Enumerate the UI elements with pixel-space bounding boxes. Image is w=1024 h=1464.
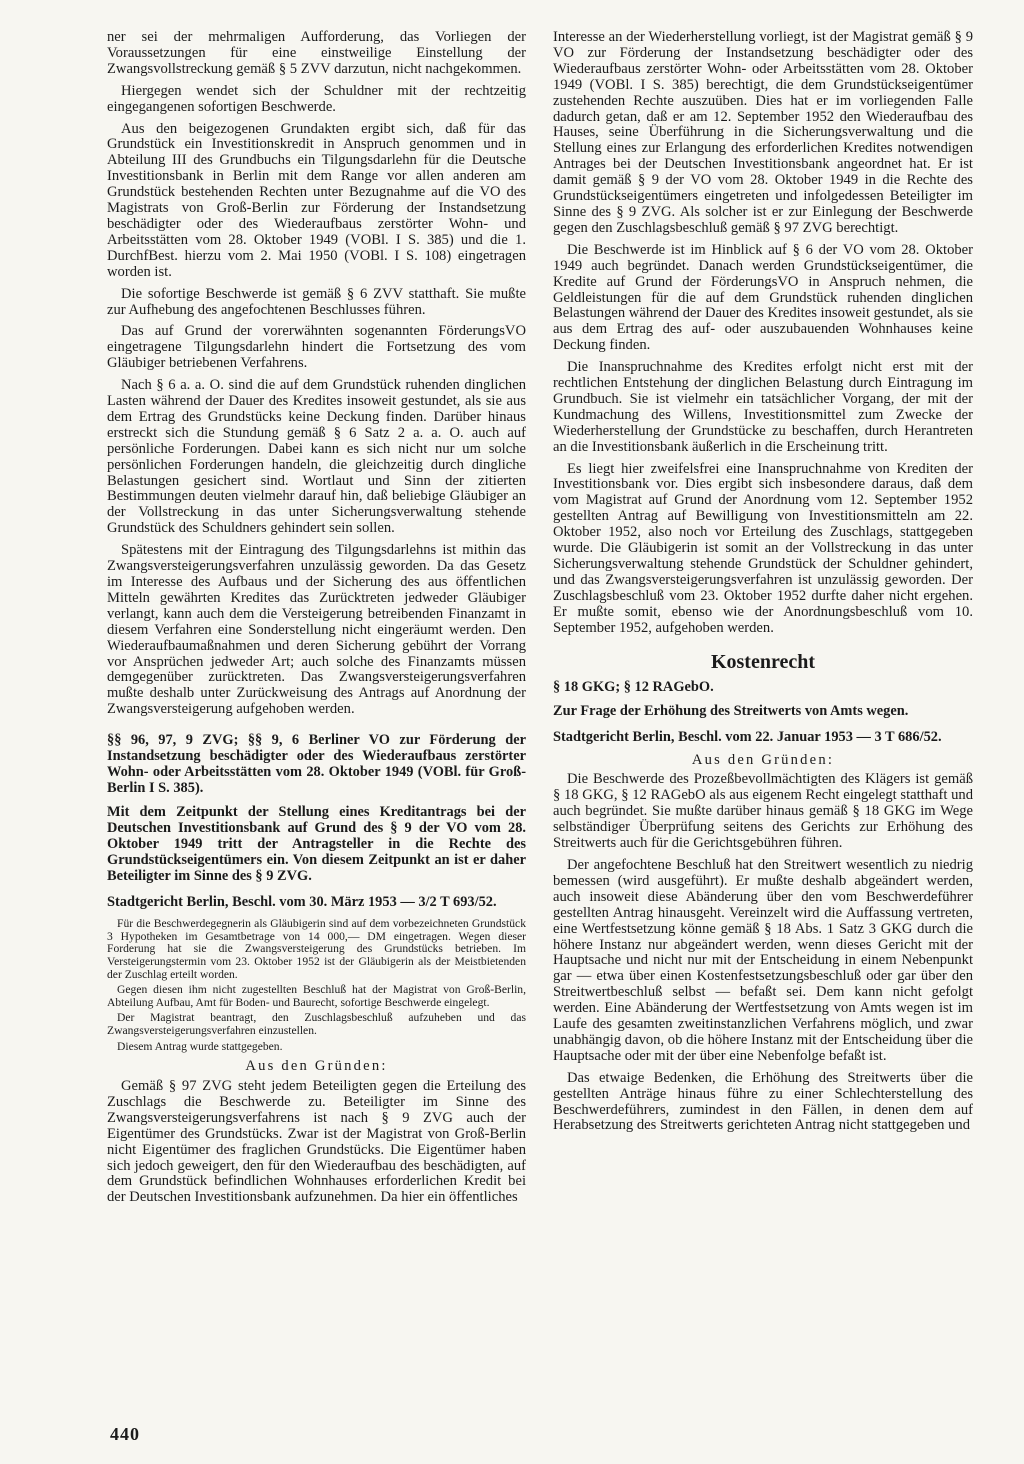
case-facts — [107, 918, 526, 1053]
paragraph: Nach § 6 a. a. O. sind die auf dem Grundstück ruhenden dinglichen Lasten während der Dauer des Kredites insoweit gestundet, als sie aus dem Ertrag des Grundstücks keine Deckung finden. Darüber hinaus erstreckt sich die Stundung gemäß § 6 Satz 2 a. a. O. auch auf persönliche Forderungen. Dabei kann es sich nicht nur um solche persönlichen Forderungen handeln, die gleichzeitig durch dingliche Belastungen gesichert sind. Wortlaut und Sinn der zitierten Bestimmungen deuten vielmehr darauf hin, daß beliebige Gläubiger an der Vollstreckung in das unter Sicherungsverwaltung stehende Grundstück des Schuldners gehindert sein sollen. — [107, 377, 526, 537]
right-column — [553, 30, 973, 1140]
paragraph: Die sofortige Beschwerde ist gemäß § 6 ZVV statthaft. Sie mußte zur Aufhebung des angefochtenen Beschlusses führen. — [107, 285, 526, 318]
headnote: Zur Frage der Erhöhung des Streitwerts von Amts wegen. — [553, 702, 909, 719]
paragraph: Spätestens mit der Eintragung des Tilgungsdarlehns ist mithin das Zwangsversteigerungsverfahren unzulässig geworden. Da das Gesetz im Interesse des Aufbaus und der Sicherung des aus öffentlichen Mitteln gewährten Kredites das Zurücktreten jedweder Gläubiger verlangt, kann auch dem die Versteigerung betreibenden Finanzamt in diesem Verfahren eine Sonderstellung nicht eingeräumt werden. Den Wiederaufbaumaßnahmen und deren Sicherung gebührt der Vorrang vor Ansprüchen jedweder Art; auch solche des Finanzamts müssen demgegenüber zurücktreten. Das Zwangsversteigerungsverfahren mußte deshalb unter Zurückweisung des Antrags auf Anordnung der Zwangsversteigerung aufgehoben werden. — [107, 542, 526, 718]
paragraph: ner sei der mehrmaligen Aufforderung, das Vorliegen der Voraussetzungen für eine einstweilige Einstellung der Zwangsvollstreckung gemäß § 5 ZVV darzutun, nicht nachgekommen. — [107, 29, 526, 77]
paragraph: Das etwaige Bedenken, die Erhöhung des Streitwerts über die gestellten Anträge hinaus führe zu einer Schlechterstellung des Beschwerdeführers, zumindest in den Fällen, in denen dem auf Herabsetzung des Streitwerts gerichteten Antrag nicht stattgegeben und — [553, 1069, 973, 1134]
paragraph: Das auf Grund der vorerwähnten sogenannten FörderungsVO eingetragene Tilgungsdarlehn hindert die Fortsetzung des vom Gläubiger betriebenen Verfahrens. — [107, 323, 526, 372]
paragraph: Gemäß § 97 ZVG steht jedem Beteiligten gegen die Erteilung des Zuschlags die Beschwerde zu. Beteiligter im Sinne des Zwangsversteigerungsverfahrens ist nach § 9 ZVG auch der Eigentümer des Grundstücks. Zwar ist der Magistrat von Groß-Berlin nicht Eigentümer des fraglichen Grundstücks. Die Eigentümer haben sich jedoch geweigert, den für den Wiederaufbau des beschädigten, auf dem Grundstück befindlichen Wohnhauses erforderlichen Kredit bei der Deutschen Investitionsbank aufzunehmen. Da hier ein öffentliches — [107, 1078, 526, 1206]
paragraph: Die Inanspruchnahme des Kredites erfolgt nicht erst mit der rechtlichen Entstehung der dinglichen Belastung durch Eintragung im Grundbuch. Sie ist vielmehr ein tatsächlicher Vorgang, der mit der Kundmachung des Willens, Investitionsmittel zum Zwecke der Wiederherstellung der Grundstücke zu beschaffen, durch Herantreten an die Investitionsbank äußerlich in die Erscheinung tritt. — [553, 359, 973, 455]
paragraph: Es liegt hier zweifelsfrei eine Inanspruchnahme von Krediten der Investitionsbank vor. Dies ergibt sich insbesondere daraus, daß dem vom Magistrat auf Grund der Anordnung vom 12. September 1952 gestellten Antrag auf Bewilligung von Investitionsmitteln am 22. Oktober 1952, also noch vor Erteilung des Zuschlags, stattgegeben wurde. Die Gläubigerin ist somit an der Vollstreckung in das unter Sicherungsverwaltung stehende Grundstück der Schuldner gehindert, und das Zwangsversteigerungsverfahren ist unzulässig geworden. Der Zuschlagsbeschluß vom 23. Oktober 1952 durfte daher nicht ergehen. Er mußte somit, ebenso wie der Anordnungsbeschluß vom 10. September 1952, aufgehoben werden. — [553, 460, 973, 636]
legal-reference: § 18 GKG; § 12 RAGebO. — [553, 678, 714, 695]
page-number: 440 — [110, 1424, 140, 1444]
headnote: Mit dem Zeitpunkt der Stellung eines Kreditantrags bei der Deutschen Investitionsbank auf Grund des § 9 der VO vom 28. Oktober 1949 tritt der Antragsteller in die Rechte des Grundstückseigentümers ein. Von diesem Zeitpunkt an ist er daher Beteiligter im Sinne des § 9 ZVG. — [107, 804, 526, 885]
paragraph: Interesse an der Wiederherstellung vorliegt, ist der Magistrat gemäß § 9 VO zur Förderung der Instandsetzung beschädigter oder des Wiederaufbaus zerstörter Wohn- oder Arbeitsstätten vom 28. Oktober 1949 (VOBl. I S. 385) berechtigt, die dem Grundstückseigentümer zustehenden Rechte auszuüben. Dies hat er im vorliegenden Falle dadurch getan, daß er am 12. September 1952 den Wiederaufbau des Hauses, seine Überführung in die Sicherungsverwaltung und die Stellung eines zur Erlangung des erforderlichen Kredites notwendigen Antrages bei der Deutschen Investitionsbank angeordnet hat. Er ist damit gemäß § 9 der VO vom 28. Oktober 1949 in die Rechte des Grundstückseigentümers eingetreten und infolgedessen Beteiligter im Sinne des § 9 ZVG. Als solcher ist er zur Einlegung der Beschwerde gegen den Zuschlagsbeschluß gemäß § 97 ZVG berechtigt. — [553, 29, 973, 236]
reasons-heading: Aus den Gründen: — [691, 751, 835, 768]
paragraph: Hiergegen wendet sich der Schuldner mit der rechtzeitig eingegangenen sofortigen Beschwerde. — [107, 82, 526, 115]
section-heading: Kostenrecht — [710, 650, 816, 673]
facts-paragraph: Der Magistrat beantragt, den Zuschlagsbeschluß aufzuheben und das Zwangsversteigerungsverfahren einzustellen. — [107, 1011, 526, 1037]
reasons-heading: Aus den Gründen: — [245, 1058, 388, 1075]
paragraph: Die Beschwerde des Prozeßbevollmächtigten des Klägers ist gemäß § 18 GKG, § 12 RAGebO als aus eigenem Recht eingelegt statthaft und auch begründet. Sie mußte darüber hinaus gemäß § 18 GKG im Wege selbständiger Überprüfung seitens des Gerichts zur Erhöhung des Streitwerts auch für die Gerichtsgebühren führen. — [553, 771, 973, 852]
left-column — [107, 30, 526, 1212]
court-citation: Stadtgericht Berlin, Beschl. vom 30. März 1953 — 3/2 T 693/52. — [107, 894, 497, 911]
court-citation: Stadtgericht Berlin, Beschl. vom 22. Januar 1953 — 3 T 686/52. — [553, 728, 942, 745]
facts-paragraph: Diesem Antrag wurde stattgegeben. — [117, 1039, 283, 1053]
paragraph: Aus den beigezogenen Grundakten ergibt sich, daß für das Grundstück ein Investitionskredit in Anspruch genommen und in Abteilung III des Grundbuchs ein Tilgungsdarlehn für die Deutsche Investitionsbank in Berlin mit dem Range vor allen anderen am Grundstück bestehenden Rechten unter Bezugnahme auf die VO des Magistrats von Groß-Berlin zur Förderung der Instandsetzung beschädigter oder des Wiederaufbaus zerstörter Wohn- und Arbeitsstätten vom 28. Oktober 1949 (VOBl. I S. 385) und die 1. DurchfBest. hierzu vom 2. Mai 1950 (VOBl. I S. 108) eingetragen worden ist. — [107, 120, 526, 280]
legal-reference: §§ 96, 97, 9 ZVG; §§ 9, 6 Berliner VO zur Förderung der Instandsetzung beschädigter oder des Wiederaufbaus zerstörter Wohn- oder Arbeitsstätten vom 28. Oktober 1949 (VOBl. für Groß-Berlin I S. 385). — [107, 732, 526, 797]
paragraph: Der angefochtene Beschluß hat den Streitwert wesentlich zu niedrig bemessen (wird ausgeführt). Er mußte deshalb abgeändert werden, auch insoweit diese Abänderung über den vom Beschwerdeführer gestellten Antrag hinausgeht. Vereinzelt wird die Auffassung vertreten, eine Wertfestsetzung könne gemäß § 18 Abs. 1 Satz 3 GKG durch die höhere Instanz nur abgeändert werden, wenn dieses Gericht mit der Hauptsache und nicht nur mit der Entscheidung in einem Nebenpunkt gar — etwa über einen Kostenfestsetzungsbeschluß oder gar über den Streitwertbeschluß selbst — befaßt sei. Dem kann nicht gefolgt werden. Eine Abänderung der Wertfestsetzung von Amts wegen ist im Laufe des gesamten zweitinstanzlichen Verfahrens möglich, und zwar unabhängig davon, ob die höhere Instanz mit der Entscheidung über die Hauptsache oder mit der über eine Nebenfolge befaßt ist. — [553, 856, 973, 1064]
paragraph: Die Beschwerde ist im Hinblick auf § 6 der VO vom 28. Oktober 1949 auch begründet. Danach werden Grundstückseigentümer, die Kredite auf Grund der FörderungsVO in Anspruch nehmen, die Geldleistungen für die auf dem Grundstück ruhenden dinglichen Belastungen während der Dauer des Kredites insoweit gestundet, als sie aus dem Ertrag des auf- oder auszubauenden Wohnhauses keine Deckung finden. — [553, 241, 973, 354]
facts-paragraph: Gegen diesen ihm nicht zugestellten Beschluß hat der Magistrat von Groß-Berlin, Abteilung Aufbau, Amt für Boden- und Baurecht, sofortige Beschwerde eingelegt. — [107, 983, 526, 1009]
facts-paragraph: Für die Beschwerdegegnerin als Gläubigerin sind auf dem vorbezeichneten Grundstück 3 Hypotheken im Gesamtbetrage von 14 000,— DM eingetragen. Wegen dieser Forderung hat sie die Zwangsversteigerung des Grundstücks betrieben. Im Versteigerungstermin vom 23. Oktober 1952 ist der Gläubigerin als der Meistbietenden der Zuschlag erteilt worden. — [107, 917, 526, 981]
